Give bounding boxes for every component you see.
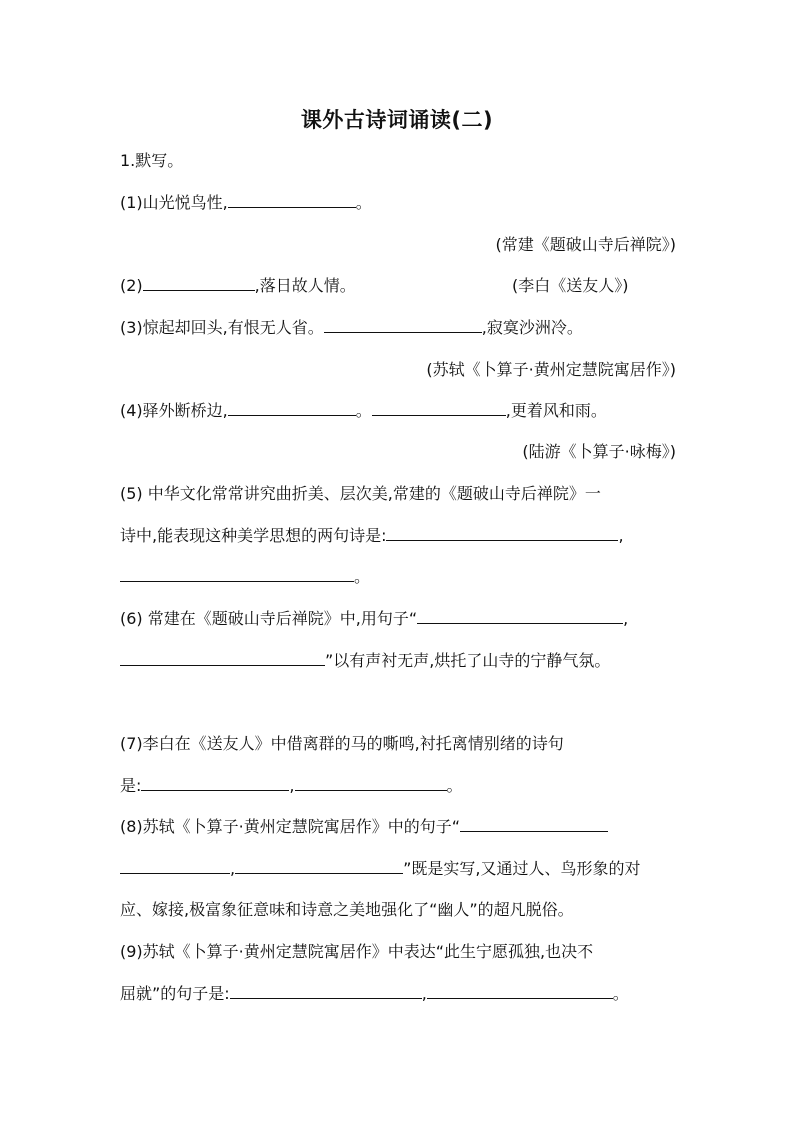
q1-text: (1)山光悦鸟性, (120, 193, 228, 212)
q9-text: 屈就”的句子是: (120, 984, 230, 1003)
q7-comma: , (289, 776, 295, 795)
q8-comma: , (230, 859, 236, 878)
q8-line-1 (120, 816, 676, 838)
q8-answer-blank-3[interactable] (235, 858, 403, 874)
q8-text-cont: ”既是实写,又通过人、鸟形象的对 (403, 859, 641, 878)
q4-end: ,更着风和雨。 (505, 401, 607, 420)
q8-answer-blank-2[interactable] (120, 858, 230, 874)
q9-line-2 (120, 983, 676, 1005)
q8-line-3: 应、嫁接,极富象征意味和诗意之美地强化了“幽人”的超凡脱俗。 (120, 900, 574, 919)
section-heading: 1.默写。 (120, 151, 184, 170)
question-1 (120, 192, 676, 214)
question-4 (120, 400, 676, 422)
q7-answer-blank-2[interactable] (295, 775, 447, 791)
q2-end: ,落日故人情。 (254, 276, 356, 295)
q5-line-1: (5) 中华文化常常讲究曲折美、层次美,常建的《题破山寺后禅院》一 (120, 484, 601, 503)
q4-text: (4)驿外断桥边, (120, 401, 228, 420)
q5-text: 诗中,能表现这种美学思想的两句诗是: (120, 526, 387, 545)
q7-end: 。 (446, 776, 463, 795)
q7-line-1: (7)李白在《送友人》中借离群的马的嘶鸣,衬托离情别绪的诗句 (120, 734, 564, 753)
q4-answer-blank-1[interactable] (228, 400, 356, 416)
q2-text: (2) (120, 276, 143, 295)
q4-source: (陆游《卜算子·咏梅》) (522, 442, 676, 461)
question-3 (120, 317, 676, 339)
q1-source: (常建《题破山寺后禅院》) (495, 235, 676, 254)
q5-answer-blank-1[interactable] (386, 525, 618, 541)
q6-line-1 (120, 608, 676, 630)
q3-end: ,寂寞沙洲冷。 (481, 318, 583, 337)
q5-line-3 (120, 566, 676, 588)
q8-answer-blank-1[interactable] (460, 816, 608, 832)
q5-comma: , (618, 526, 624, 545)
q9-line-1: (9)苏轼《卜算子·黄州定慧院寓居作》中表达“此生宁愿孤独,也决不 (120, 942, 594, 961)
q6-end: ”以有声衬无声,烘托了山寺的宁静气氛。 (325, 651, 611, 670)
q9-end: 。 (612, 984, 629, 1003)
q5-line-2 (120, 525, 676, 547)
q8-text: (8)苏轼《卜算子·黄州定慧院寓居作》中的句子“ (120, 817, 461, 836)
q2-answer-blank[interactable] (143, 275, 255, 291)
q6-comma: , (623, 609, 629, 628)
q3-source: (苏轼《卜算子·黄州定慧院寓居作》) (426, 360, 676, 379)
q6-answer-blank-1[interactable] (417, 608, 623, 624)
q3-answer-blank[interactable] (324, 317, 482, 333)
q4-answer-blank-2[interactable] (372, 400, 506, 416)
q7-line-2 (120, 775, 676, 797)
q5-answer-blank-2[interactable] (120, 566, 354, 582)
q5-end: 。 (354, 567, 371, 586)
q8-line-2 (120, 858, 676, 880)
q3-text: (3)惊起却回头,有恨无人省。 (120, 318, 324, 337)
q6-answer-blank-2[interactable] (120, 650, 325, 666)
q6-line-2 (120, 650, 676, 672)
q9-comma: , (421, 984, 427, 1003)
q9-answer-blank-1[interactable] (230, 983, 422, 999)
q9-answer-blank-2[interactable] (427, 983, 613, 999)
page-title: 课外古诗词诵读(二) (300, 108, 494, 132)
q7-text: 是: (120, 776, 142, 795)
q1-answer-blank[interactable] (228, 192, 356, 208)
q6-text: (6) 常建在《题破山寺后禅院》中,用句子“ (120, 609, 418, 628)
q2-source: (李白《送友人》) (512, 276, 629, 295)
q1-end: 。 (355, 193, 372, 212)
q4-mid: 。 (355, 401, 372, 420)
q7-answer-blank-1[interactable] (141, 775, 289, 791)
